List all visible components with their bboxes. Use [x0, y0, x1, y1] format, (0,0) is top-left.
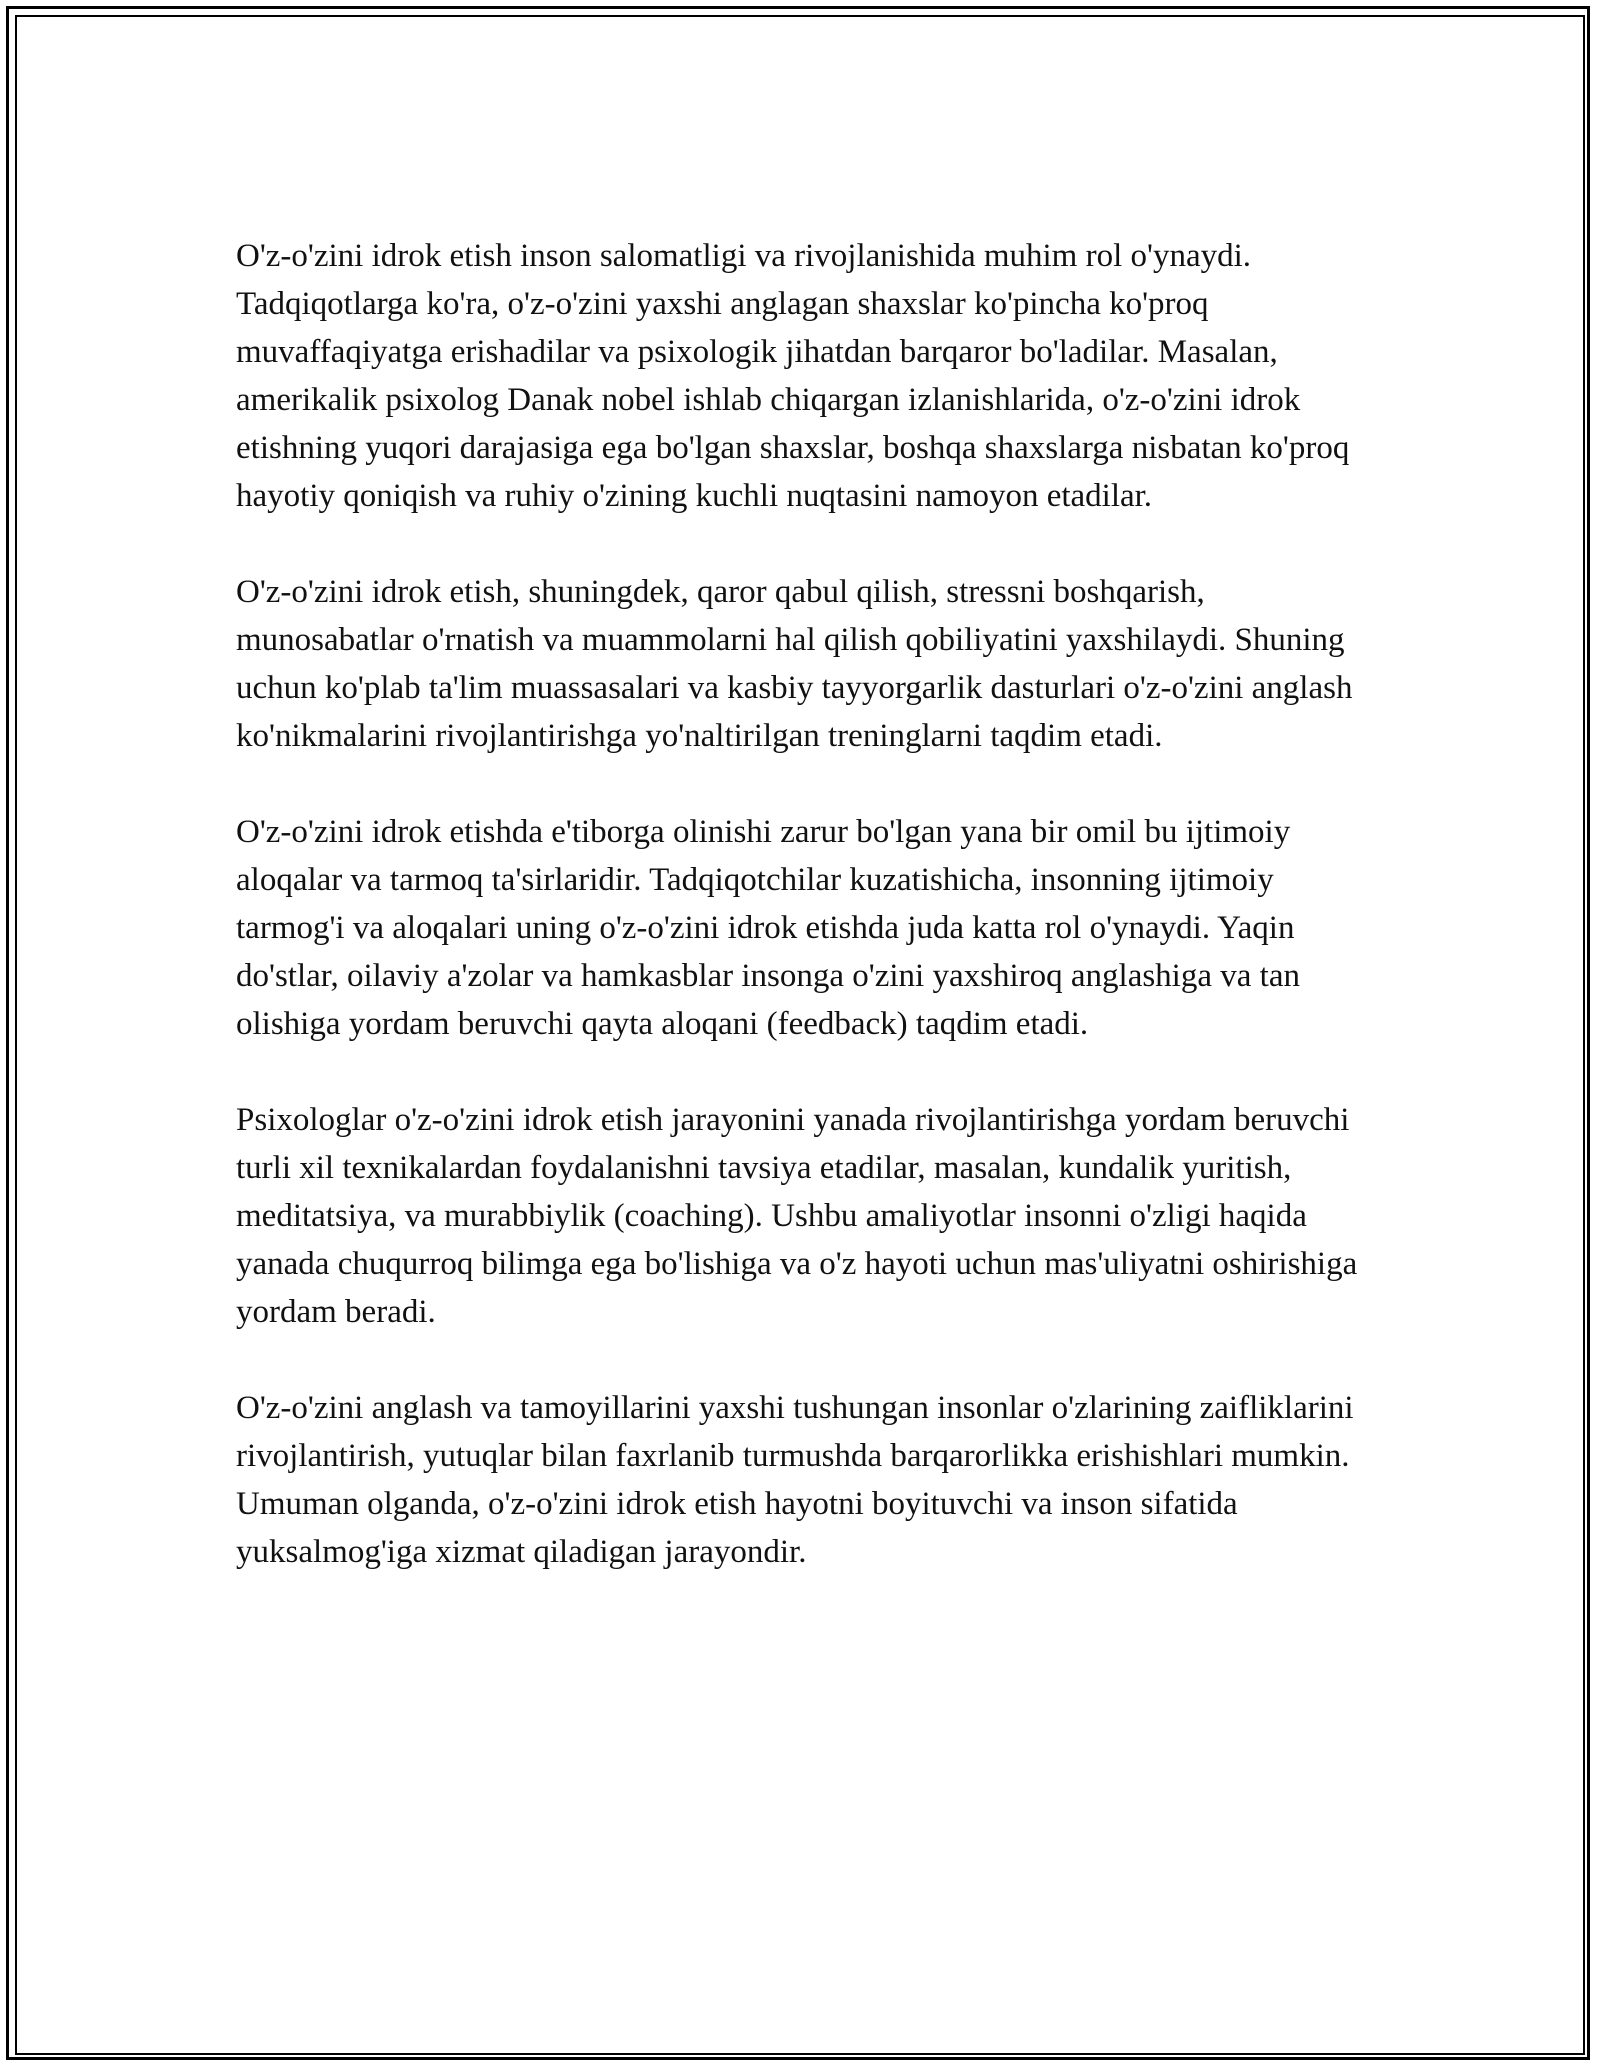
paragraph-3: O'z-o'zini idrok etishda e'tiborga olinishi zarur bo'lgan yana bir omil bu ijtimoiy aloqalar va tarmoq ta'sirlaridir. Tadqiqotchilar kuzatishicha, insonning ijtimoiy tarmog'i va aloqalari uning o'z-o'zini idrok etishda juda katta rol o'ynaydi. Yaqin do'stlar, oilaviy a'zolar va hamkasblar insonga o'zini yaxshiroq anglashiga va tan olishiga yordam beruvchi qayta aloqani (feedback) taqdim etadi. — [236, 814, 1300, 1042]
document-body — [236, 232, 1386, 1576]
paragraph-2: O'z-o'zini idrok etish, shuningdek, qaror qabul qilish, stressni boshqarish, munosabatlar o'rnatish va muammolarni hal qilish qobiliyatini yaxshilaydi. Shuning uchun ko'plab ta'lim muassasalari va kasbiy tayyorgarlik dasturlari o'z-o'zini anglash ko'nikmalarini rivojlantirishga yo'naltirilgan treninglarni taqdim etadi. — [236, 574, 1353, 754]
paragraph-1: O'z-o'zini idrok etish inson salomatligi va rivojlanishida muhim rol o'ynaydi. Tadqiqotlarga ko'ra, o'z-o'zini yaxshi anglagan shaxslar ko'pincha ko'proq muvaffaqiyatga erishadilar va psixologik jihatdan barqaror bo'ladilar. Masalan, amerikalik psixolog Danak nobel ishlab chiqargan izlanishlarida, o'z-o'zini idrok etishning yuqori darajasiga ega bo'lgan shaxslar, boshqa shaxslarga nisbatan ko'proq hayotiy qoniqish va ruhiy o'zining kuchli nuqtasini namoyon etadilar. — [236, 238, 1350, 514]
paragraph-5: O'z-o'zini anglash va tamoyillarini yaxshi tushungan insonlar o'zlarining zaifliklarini rivojlantirish, yutuqlar bilan faxrlanib turmushda barqarorlikka erishishlari mumkin. Umuman olganda, o'z-o'zini idrok etish hayotni boyituvchi va inson sifatida yuksalmog'iga xizmat qiladigan jarayondir. — [236, 1390, 1354, 1570]
paragraph-4: Psixologlar o'z-o'zini idrok etish jarayonini yanada rivojlantirishga yordam beruvchi turli xil texnikalardan foydalanishni tavsiya etadilar, masalan, kundalik yuritish, meditatsiya, va murabbiylik (coaching). Ushbu amaliyotlar insonni o'zligi haqida yanada chuqurroq bilimga ega bo'lishiga va o'z hayoti uchun mas'uliyatni oshirishiga yordam beradi. — [236, 1102, 1358, 1330]
